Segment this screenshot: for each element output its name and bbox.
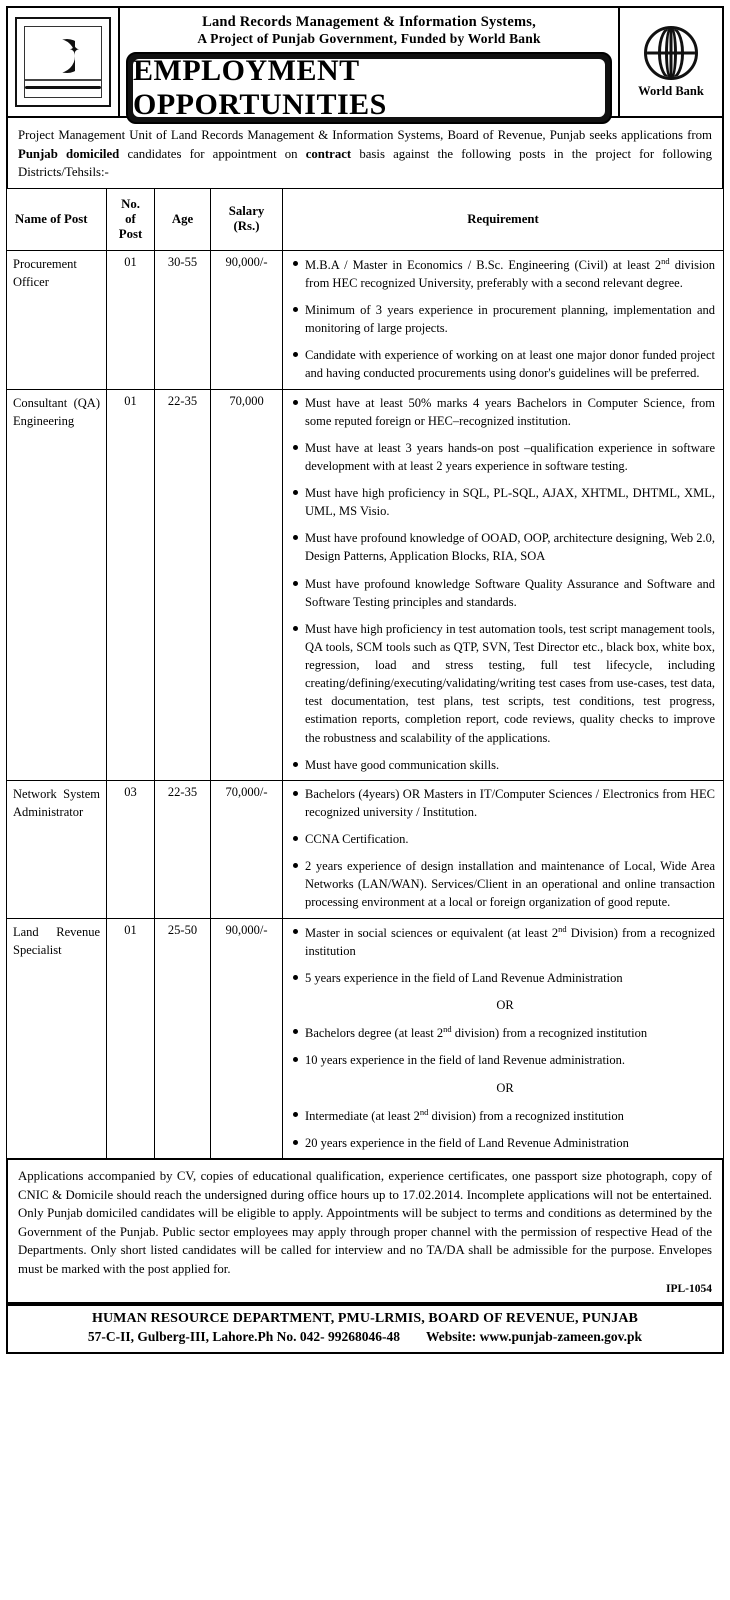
cell-post-name: Consultant (QA) Engineering — [7, 389, 107, 780]
requirement-item: Intermediate (at least 2nd division) from a recognized institution — [305, 1106, 715, 1125]
requirement-list — [289, 923, 717, 1153]
header-titles — [120, 8, 618, 49]
intro-bold-contract: contract — [305, 146, 352, 161]
requirement-list — [289, 394, 717, 774]
cell-salary: 90,000/- — [211, 250, 283, 389]
cell-requirement — [283, 250, 724, 389]
requirement-item: Must have at least 3 years hands-on post –qualification experience in software development with at least 2 years experience in software testing. — [305, 439, 715, 475]
col-header-requirement: Requirement — [283, 188, 724, 250]
header-line-1: Land Records Management & Information Systems, — [202, 14, 536, 30]
requirement-item: M.B.A / Master in Economics / B.Sc. Engineering (Civil) at least 2nd division from HEC recognized University, preferably with a second relevant degree. — [305, 255, 715, 292]
intro-text-3: basis against the following posts in the project for following Districts/Tehsils:- — [18, 146, 712, 180]
footer-department: HUMAN RESOURCE DEPARTMENT, PMU-LRMIS, BOARD OF REVENUE, PUNJAB — [91, 1311, 638, 1327]
cell-post-name: Procurement Officer — [7, 250, 107, 389]
requirement-list — [289, 255, 717, 383]
table-header-row — [7, 188, 724, 250]
intro-text-2: candidates for appointment on — [119, 146, 306, 161]
requirement-item: 5 years experience in the field of Land Revenue Administration — [305, 969, 715, 987]
cell-no-of-post: 01 — [107, 918, 155, 1159]
requirement-item: Master in social sciences or equivalent (at least 2nd Division) from a recognized institution — [305, 923, 715, 960]
col-header-no-of-post: No. of Post — [107, 188, 155, 250]
cell-requirement — [283, 389, 724, 780]
note-text: Applications accompanied by CV, copies of educational qualification, experience certificates, one passport size photograph, copy of CNIC & Domicile should reach the undersigned during office hours up to 17.02.2014. Incomplete applications will not be entertained. Only Punjab domiciled candidates will be eligible to apply. Appointments will be subject to terms and conditions as determined by the Government of the Punjab. Public sector employees may apply through proper channel with the permission of respective Head of the Departments. Only short listed candidates will be called for interview and no TA/DA shall be admissible for the purpose. Envelopes must be marked with the post applied for. — [18, 1169, 712, 1276]
col-header-age: Age — [155, 188, 211, 250]
col-header-post: Name of Post — [7, 188, 107, 250]
requirement-item: Bachelors degree (at least 2nd division) from a recognized institution — [305, 1023, 715, 1042]
employment-banner — [126, 52, 612, 124]
world-bank-block — [618, 8, 722, 116]
cell-age: 22-35 — [155, 780, 211, 918]
header-center — [120, 8, 618, 121]
punjab-government-crest-icon: ✦ — [15, 17, 111, 107]
requirement-item: Must have good communication skills. — [305, 756, 715, 774]
world-bank-label: World Bank — [638, 83, 704, 98]
col-header-salary: Salary (Rs.) — [211, 188, 283, 250]
cell-post-name: Land Revenue Specialist — [7, 918, 107, 1159]
cell-no-of-post: 01 — [107, 389, 155, 780]
world-bank-globe-icon — [644, 26, 698, 80]
jobs-table-head — [7, 188, 724, 250]
cell-age: 22-35 — [155, 389, 211, 780]
requirement-or-separator: OR — [496, 998, 514, 1013]
intro-bold-punjab-domiciled: Punjab domiciled — [18, 146, 120, 161]
footer-contact-line — [14, 1329, 716, 1345]
cell-salary: 70,000/- — [211, 780, 283, 918]
requirement-item: Must have profound knowledge Software Quality Assurance and Software and Software Testing principles and standards. — [305, 575, 715, 611]
footer — [6, 1304, 724, 1354]
cell-no-of-post: 03 — [107, 780, 155, 918]
cell-age: 25-50 — [155, 918, 211, 1159]
requirement-item: Bachelors (4years) OR Masters in IT/Computer Sciences / Electronics from HEC recognized university / Institution. — [305, 785, 715, 821]
application-note — [6, 1159, 724, 1304]
header-line-2: A Project of Punjab Government, Funded by World Bank — [197, 31, 541, 46]
requirement-item: Minimum of 3 years experience in procurement planning, implementation and monitoring of large projects. — [305, 301, 715, 337]
requirement-list — [289, 785, 717, 912]
table-row — [7, 918, 724, 1159]
table-row — [7, 389, 724, 780]
requirement-item: Candidate with experience of working on at least one major donor funded project and having conducted procurements using donor's guidelines will be preferred. — [305, 346, 715, 382]
cell-no-of-post: 01 — [107, 250, 155, 389]
cell-requirement — [283, 780, 724, 918]
requirement-item: 2 years experience of design installation and maintenance of Local, Wide Area Networks (LAN/WAN). Services/Client in an operational and online transaction processing environment at a local or foreign organization of good repute. — [305, 857, 715, 911]
requirement-item: 20 years experience in the field of Land Revenue Administration — [305, 1134, 715, 1152]
jobs-table — [6, 188, 724, 1160]
requirement-or-separator: OR — [496, 1080, 514, 1095]
jobs-table-body — [7, 250, 724, 1159]
cell-salary: 70,000 — [211, 389, 283, 780]
requirement-item: Must have high proficiency in test automation tools, test script management tools, QA tools, SCM tools such as QTP, SVN, Test Director etc., black box, white box, regression, load and stress testing, full test lifecycle, including creating/defining/executing/validating/writing test cases from use-cases, test data, test documentation, test plans, test scripts, test conditions, test progress, estimation reports, completion report, code reviews, quality checks to improve the robustness and scalability of the applications. — [305, 620, 715, 747]
cell-requirement — [283, 918, 724, 1159]
footer-website[interactable]: Website: www.punjab-zameen.gov.pk — [426, 1329, 643, 1345]
requirement-item: Must have high proficiency in SQL, PL-SQL, AJAX, XHTML, DHTML, XML, UML, MS Visio. — [305, 484, 715, 520]
requirement-item: Must have at least 50% marks 4 years Bachelors in Computer Science, from some reputed foreign or HEC–recognized institution. — [305, 394, 715, 430]
cell-age: 30-55 — [155, 250, 211, 389]
table-row — [7, 780, 724, 918]
requirement-item: CCNA Certification. — [305, 830, 715, 848]
footer-address: 57-C-II, Gulberg-III, Lahore.Ph No. 042- 99268046-48 — [87, 1329, 401, 1345]
ipl-reference: IPL-1054 — [666, 1283, 712, 1296]
header — [6, 6, 724, 121]
requirement-item: 10 years experience in the field of land Revenue administration. — [305, 1051, 715, 1069]
cell-post-name: Network System Administrator — [7, 780, 107, 918]
cell-salary: 90,000/- — [211, 918, 283, 1159]
banner-title: EMPLOYMENT OPPORTUNITIES — [133, 54, 387, 121]
intro-paragraph — [6, 118, 724, 188]
requirement-item: Must have profound knowledge of OOAD, OOP, architecture designing, Web 2.0, Design Patterns, Application Blocks, RIA, SOA — [305, 529, 715, 565]
intro-text-1: Project Management Unit of Land Records Management & Information Systems, Board of Revenue, Punjab seeks applications from — [18, 128, 712, 142]
header-logo-cell — [8, 8, 120, 116]
table-row — [7, 250, 724, 389]
